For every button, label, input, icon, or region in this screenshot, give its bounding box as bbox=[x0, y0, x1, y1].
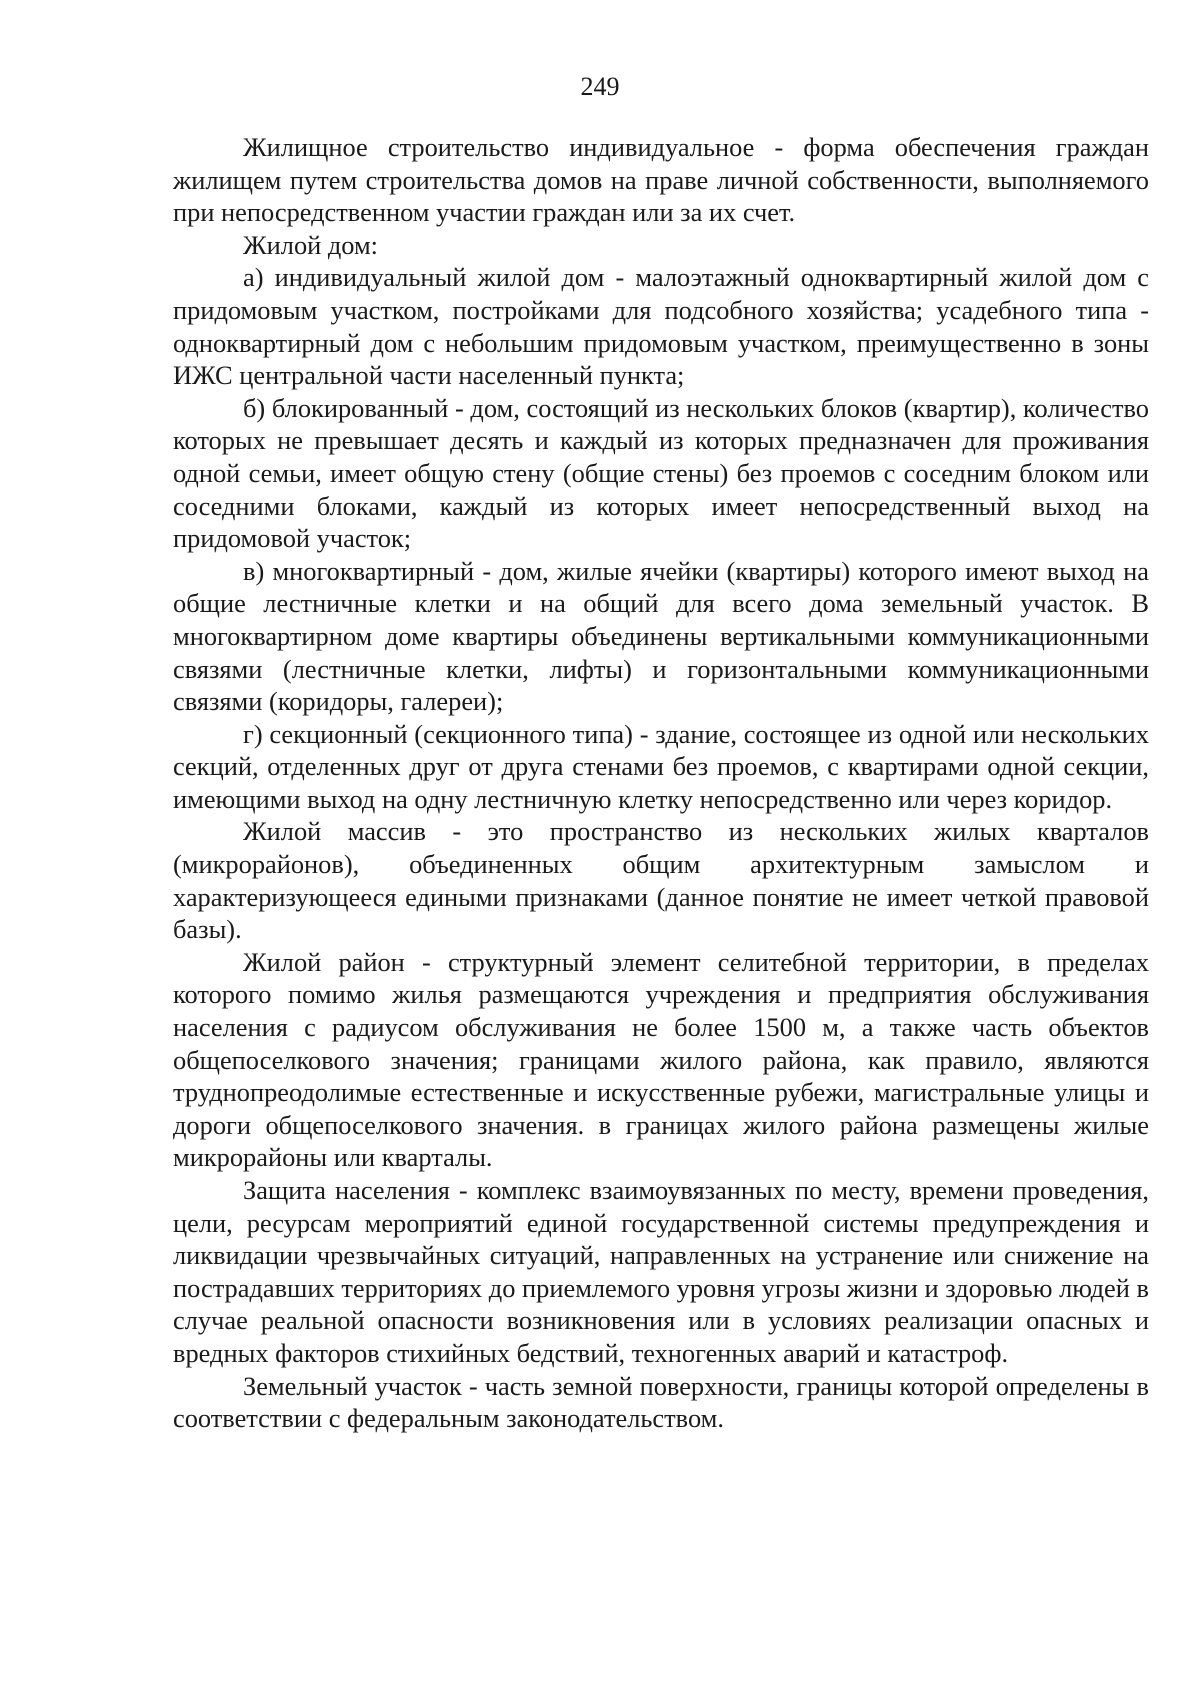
paragraph-residential-district: Жилой район - структурный элемент селитебной территории, в пределах которого помимо жилья размещаются учреждения и предприятия обслуживания населения с радиусом обслуживания не более 1500 м, а также часть объектов общепоселкового значения; границами жилого района, как правило, являются труднопреодолимые естественные и искусственные рубежи, магистральные улицы и дороги общепоселкового значения. в границах жилого района размещены жилые микрорайоны или кварталы. bbox=[173, 946, 1149, 1173]
paragraph-residential-house-heading: Жилой дом: bbox=[243, 229, 379, 260]
paragraph-individual-house: а) индивидуальный жилой дом - малоэтажный одноквартирный жилой дом с придомовым участком, постройками для подсобного хозяйства; усадебного типа - одноквартирный дом с небольшим придомовым участком, преимущественно в зоны ИЖС центральной части населенный пункта; bbox=[173, 262, 1149, 391]
paragraph-land-plot: Земельный участок - часть земной поверхности, границы которой определены в соответствии с федеральным законодательством. bbox=[173, 1370, 1149, 1434]
document-body bbox=[173, 131, 1149, 1435]
paragraph-apartment-building: в) многоквартирный - дом, жилые ячейки (квартиры) которого имеют выход на общие лестничные клетки и на общий для всего дома земельный участок. В многоквартирном доме квартиры объединены вертикальными коммуникационными связями (лестничные клетки, лифты) и горизонтальными коммуникационными связями (коридоры, галереи); bbox=[173, 555, 1149, 717]
page-number: 249 bbox=[580, 72, 620, 101]
paragraph-sectional-building: г) секционный (секционного типа) - здание, состоящее из одной или нескольких секций, отделенных друг от друга стенами без проемов, с квартирами одной секции, имеющими выход на одну лестничную клетку непосредственно или через коридор. bbox=[173, 718, 1149, 814]
paragraph-blocked-house: б) блокированный - дом, состоящий из нескольких блоков (квартир), количество которых не превышает десять и каждый из которых предназначен для проживания одной семьи, имеет общую стену (общие стены) без проемов с соседним блоком или соседними блоками, каждый из которых имеет непосредственный выход на придомовой участок; bbox=[173, 392, 1149, 554]
paragraph-individual-housing: Жилищное строительство индивидуальное - форма обеспечения граждан жилищем путем строительства домов на праве личной собственности, выполняемого при непосредственном участии граждан или за их счет. bbox=[173, 132, 1149, 228]
paragraph-residential-area: Жилой массив - это пространство из нескольких жилых кварталов (микрорайонов), объединенных общим архитектурным замыслом и характеризующееся едиными признаками (данное понятие не имеет четкой правовой базы). bbox=[173, 816, 1149, 945]
paragraph-population-protection: Защита населения - комплекс взаимоувязанных по месту, времени проведения, цели, ресурсам мероприятий единой государственной системы предупреждения и ликвидации чрезвычайных ситуаций, направленных на устранение или снижение на пострадавших территориях до приемлемого уровня угрозы жизни и здоровью людей в случае реальной опасности возникновения или в условиях реализации опасных и вредных факторов стихийных бедствий, техногенных аварий и катастроф. bbox=[173, 1175, 1149, 1368]
